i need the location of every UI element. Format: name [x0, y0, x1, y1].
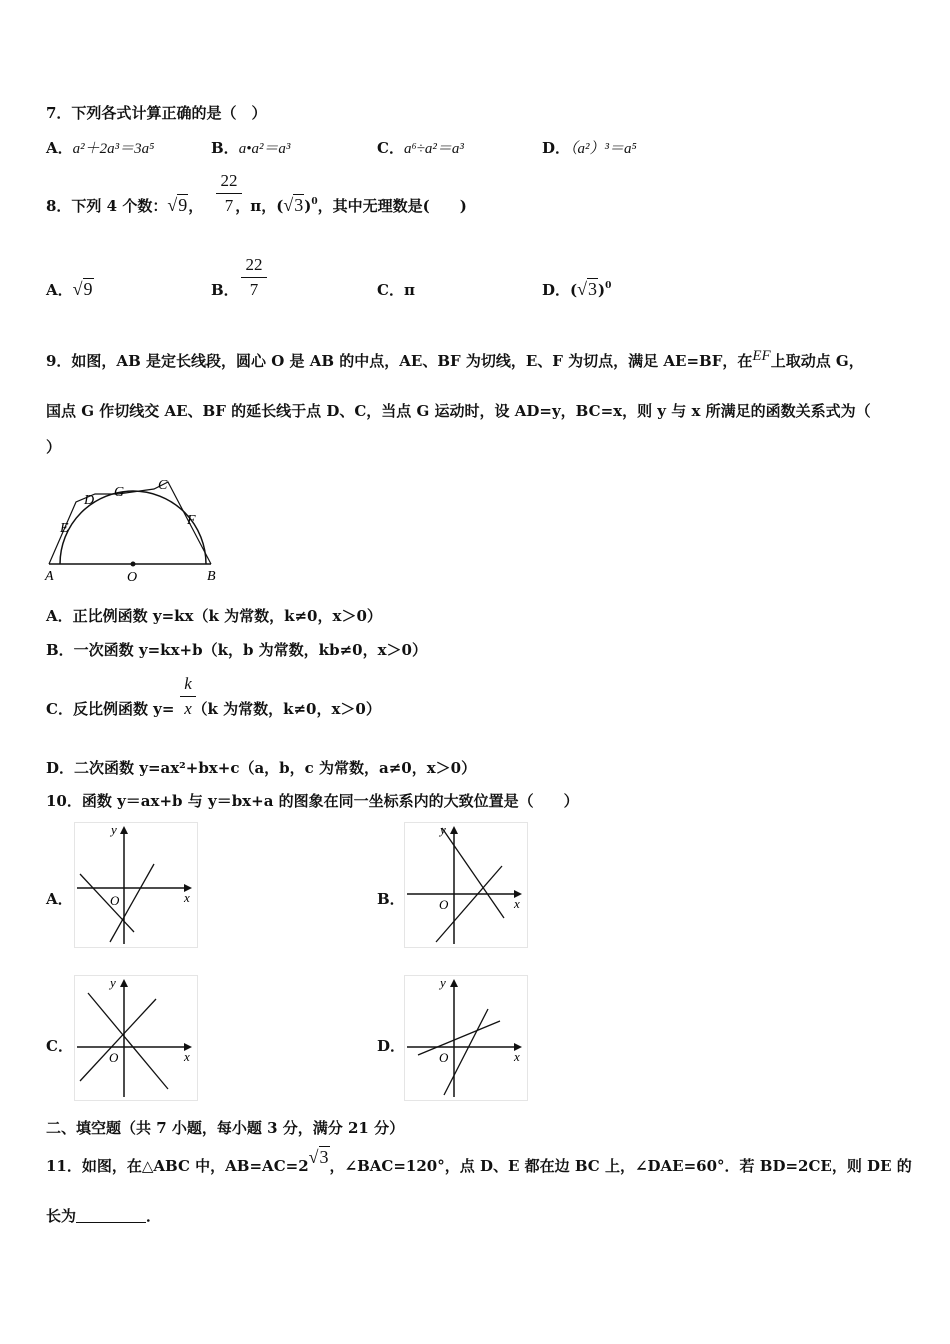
q7-option-b-expr: a•a²＝a³ — [238, 141, 291, 157]
q8-option-d-sqrt: √3 — [577, 279, 598, 299]
q11-line2-prefix: 长为 — [46, 1207, 77, 1225]
q7-option-c[interactable] — [377, 137, 464, 158]
q9-option-a[interactable]: A．正比例函数 y=kx（k 为常数，k≠0，x＞0） — [46, 607, 382, 625]
line-2 — [80, 999, 156, 1081]
q10-option-a-label[interactable]: A． — [46, 890, 73, 908]
y-label: y — [440, 975, 446, 990]
q8-stem-prefix: 8．下列 4 个数： — [46, 197, 168, 215]
q9-option-c-fraction: k x — [180, 674, 196, 719]
q7-option-a[interactable] — [46, 137, 154, 158]
section-2-heading: 二、填空题（共 7 小题，每小题 3 分，满分 21 分） — [46, 1119, 405, 1137]
q8-zero-exp: 0 — [311, 197, 318, 207]
q10-option-b-label[interactable]: B． — [377, 890, 405, 908]
q9-line1-suffix: 上取动点 G， — [770, 352, 864, 370]
q8-option-c-pi: π — [403, 281, 415, 299]
q8-option-d-label: D． — [542, 281, 571, 299]
y-label: y — [440, 822, 446, 837]
origin-label: O — [110, 893, 120, 908]
q8-option-a[interactable] — [46, 279, 94, 300]
line-2 — [444, 1009, 488, 1095]
line-1 — [418, 1021, 500, 1055]
q8-stem: 8．下列 4 个数：√9， ，π，$(√3)^0$，其中无理数是( ) — [46, 195, 467, 215]
q8-option-b[interactable] — [211, 279, 239, 300]
q9-semicircle — [60, 491, 206, 564]
line-1 — [80, 874, 134, 932]
q8-fraction-den: 7 — [224, 196, 234, 215]
q7-option-c-label: C． — [377, 139, 404, 157]
q8-option-c-label: C． — [377, 281, 404, 299]
x-label: x — [184, 1049, 190, 1064]
q9-semicircle-figure — [40, 472, 225, 587]
line-1 — [442, 828, 504, 918]
q9-label-f: F — [187, 513, 196, 528]
q9-label-b: B — [207, 569, 216, 584]
q8-fraction-num: 22 — [220, 171, 238, 190]
q10-graph-a[interactable] — [74, 822, 198, 948]
q10-graph-c[interactable] — [74, 975, 198, 1101]
q9-label-c: C — [158, 478, 168, 493]
q7-option-a-label: A． — [46, 139, 73, 157]
q9-line1-prefix: 9．如图，AB 是定长线段，圆心 O 是 AB 的中点，AE、BF 为切线，E、F 为切点，满足 AE=BF，在 — [46, 352, 753, 370]
q8-sqrt9: √9 — [167, 195, 188, 215]
origin-label: O — [109, 1050, 119, 1065]
q7-option-d-expr: （a²）³＝a⁵ — [570, 141, 637, 157]
q10-graph-b[interactable] — [404, 822, 528, 948]
q7-option-b[interactable] — [211, 137, 290, 158]
q10-option-c-label[interactable]: C． — [46, 1037, 73, 1055]
q11-line2-suffix: ． — [146, 1207, 162, 1225]
q7-option-d[interactable] — [542, 137, 637, 158]
q9-label-d: D — [84, 493, 95, 508]
q9-line1 — [46, 348, 864, 372]
origin-label: O — [439, 1050, 449, 1065]
q11-prefix: 11．如图，在△ABC 中，AB=AC=2 — [46, 1157, 309, 1175]
q8-pi: π — [250, 197, 262, 215]
q8-stem-suffix: ，其中无理数是( ) — [317, 197, 467, 215]
q11-sqrt3: √3 — [308, 1147, 329, 1167]
q11-answer-blank[interactable] — [76, 1208, 146, 1223]
q9-label-e: E — [60, 521, 69, 536]
x-label: x — [184, 890, 190, 905]
y-label: y — [111, 822, 117, 837]
q9-line2: 国点 G 作切线交 AE、BF 的延长线于点 D、C，当点 G 运动时，设 AD=y，BC=x，则 y 与 x 所满足的函数关系式为（ — [46, 402, 871, 420]
x-label: x — [514, 1049, 520, 1064]
q8-sqrt3: √3 — [283, 195, 304, 215]
q9-option-c-prefix: C．反比例函数 y= — [46, 700, 175, 718]
q10-stem: 10．函数 y＝ax+b 与 y＝bx+a 的图象在同一坐标系内的大致位置是（ ） — [46, 792, 579, 810]
q8-option-a-sqrt: √9 — [72, 279, 93, 299]
q9-center-dot — [131, 562, 136, 567]
q9-arc-label: EF — [752, 348, 771, 364]
origin-label: O — [439, 897, 449, 912]
q9-option-c[interactable] — [46, 698, 381, 719]
q7-stem: 7．下列各式计算正确的是（ ） — [46, 104, 267, 122]
q8-option-c[interactable] — [377, 279, 415, 300]
q9-option-d[interactable]: D．二次函数 y=ax²+bx+c（a，b，c 为常数，a≠0，x＞0） — [46, 759, 477, 777]
q8-fraction — [216, 171, 242, 216]
q8-option-d[interactable]: D．$(√3)^0$ — [542, 279, 612, 299]
q7-option-d-label: D． — [542, 139, 571, 157]
q10-option-d-label[interactable]: D． — [377, 1037, 406, 1055]
x-label: x — [514, 896, 520, 911]
q11-line1 — [46, 1147, 912, 1176]
q9-option-c-suffix: （k 为常数，k≠0，x＞0） — [192, 700, 381, 718]
q9-label-a: A — [45, 569, 54, 584]
q8-option-b-fraction: 22 7 — [241, 255, 267, 300]
y-label: y — [110, 975, 116, 990]
q7-option-a-expr: a²＋2a³＝3a⁵ — [72, 141, 155, 157]
q11-suffix: ，∠BAC=120°，点 D、E 都在边 BC 上，∠DAE=60°．若 BD=2CE，则 DE 的 — [329, 1157, 912, 1175]
q9-label-g: G — [114, 485, 125, 500]
q11-line2 — [46, 1206, 161, 1226]
q9-option-b[interactable]: B．一次函数 y=kx+b（k，b 为常数，kb≠0，x＞0） — [46, 641, 427, 659]
q8-option-b-label: B． — [211, 281, 239, 299]
q7-option-b-label: B． — [211, 139, 239, 157]
q10-graph-d[interactable] — [404, 975, 528, 1101]
q9-label-o: O — [127, 570, 138, 585]
q7-option-c-expr: a⁶÷a²＝a³ — [403, 141, 464, 157]
q8-option-a-label: A． — [46, 281, 73, 299]
line-1 — [88, 993, 168, 1089]
q9-line3: ） — [46, 438, 62, 456]
